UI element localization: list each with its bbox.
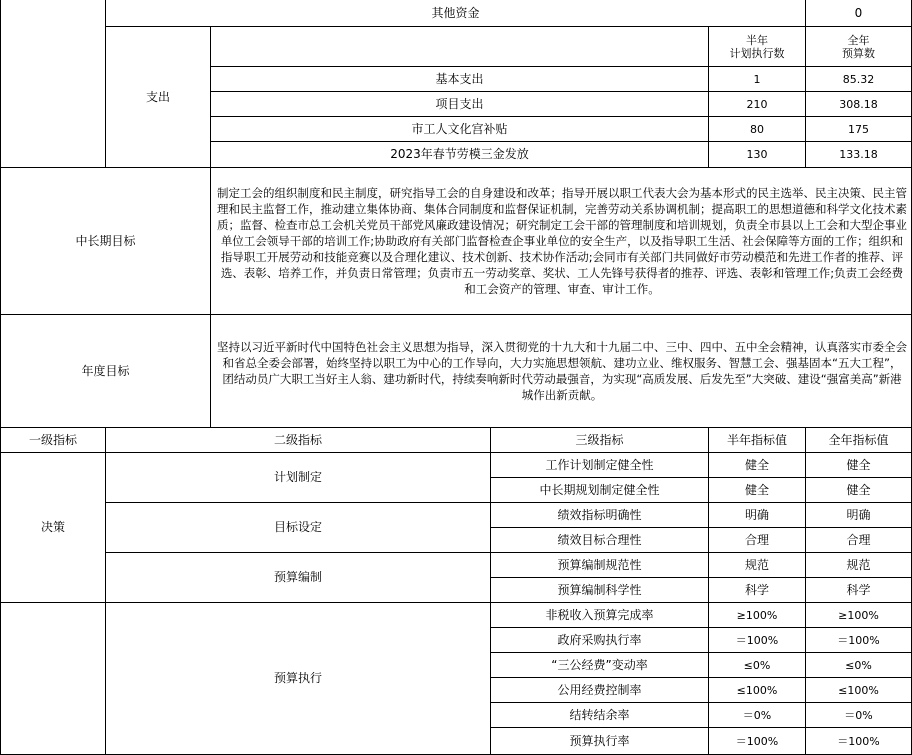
annual-goal-label: 年度目标: [0, 315, 211, 428]
expenditure-row-full: 175: [806, 117, 912, 142]
expenditure-row-full: 308.18: [806, 92, 912, 117]
level3-indicator: 预算编制规范性: [491, 553, 709, 578]
long-term-goal-text: [211, 168, 912, 315]
full-year-value: ≤100%: [806, 678, 912, 703]
level2-indicator: 预算执行: [106, 603, 491, 755]
half-year-value: 规范: [709, 553, 806, 578]
full-year-value: 明确: [806, 503, 912, 528]
full-year-value: ≤0%: [806, 653, 912, 678]
expenditure-row-half: 210: [709, 92, 806, 117]
annual-goal-text: [211, 315, 912, 428]
level2-indicator: 计划制定: [106, 453, 491, 503]
full-year-value: 健全: [806, 453, 912, 478]
level3-indicator: 非税收入预算完成率: [491, 603, 709, 628]
decision-label: 决策: [0, 453, 106, 603]
level3-indicator: 绩效目标合理性: [491, 528, 709, 553]
half-year-value-header: 半年指标值: [709, 428, 806, 453]
full-year-value-header: 全年指标值: [806, 428, 912, 453]
level3-indicator: 工作计划制定健全性: [491, 453, 709, 478]
other-funds-label: 其他资金: [106, 0, 806, 27]
long-term-goal-paragraph: 制定工会的组织制度和民主制度，研究指导工会的自身建设和改革；指导开展以职工代表大会为基本形式的民主选举、民主决策、民主管理和民主监督工作，推动建立集体协商、集体合同制度和监督保证机制，完善劳动关系协调机制；提高职工的思想道德和科学文化技术素质；监督、检查市总工会机关党员干部党风廉政建设情况；研究制定工会干部的管理制度和培训规划，负责全市县以上工会和大型企事业单位工会领导干部的培训工作;协助政府有关部门监督检查企事业单位的安全生产，以及指导职工生活、社会保障等方面的工作；组织和指导职工开展劳动和技能竞赛以及合理化建议、技术创新、技术协作活动;会同市有关部门共同做好市劳动模范和先进工作者的推荐、评选、表彰、培养工作，并负责日常管理；负责市五一劳动奖章、奖状、工人先锋号获得者的推荐、评选、表彰和管理工作;负责工会经费和工会资产的管理、审查、审计工作。: [217, 186, 907, 296]
level3-indicator: 预算执行率: [491, 728, 709, 755]
half-year-value: 合理: [709, 528, 806, 553]
half-year-value: 健全: [709, 478, 806, 503]
expenditure-row-half: 130: [709, 142, 806, 168]
expenditure-row-name: 项目支出: [211, 92, 709, 117]
full-year-value: 科学: [806, 578, 912, 603]
half-year-value: 明确: [709, 503, 806, 528]
level2-header: 二级指标: [106, 428, 491, 453]
full-year-value: 合理: [806, 528, 912, 553]
half-year-value: ≤0%: [709, 653, 806, 678]
full-year-budget-header: 全年 预算数: [806, 27, 912, 67]
full-year-value: ≥100%: [806, 603, 912, 628]
half-year-value: ＝100%: [709, 728, 806, 755]
level3-indicator: 预算编制科学性: [491, 578, 709, 603]
full-year-value: 规范: [806, 553, 912, 578]
half-year-value: ＝0%: [709, 703, 806, 728]
expenditure-row-name: 市工人文化宫补贴: [211, 117, 709, 142]
expenditure-label: 支出: [106, 27, 211, 168]
level1-header: 一级指标: [0, 428, 106, 453]
expenditure-row-full: 133.18: [806, 142, 912, 168]
level1-blank-cell: [0, 603, 106, 755]
level2-indicator: 目标设定: [106, 503, 491, 553]
other-funds-value: 0: [806, 0, 912, 27]
level2-indicator: 预算编制: [106, 553, 491, 603]
level3-indicator: 政府采购执行率: [491, 628, 709, 653]
half-year-value: 健全: [709, 453, 806, 478]
level3-indicator: 公用经费控制率: [491, 678, 709, 703]
level3-indicator: 中长期规划制定健全性: [491, 478, 709, 503]
expenditure-row-half: 1: [709, 67, 806, 92]
blank-left-cell: [0, 0, 106, 168]
half-year-value: ≤100%: [709, 678, 806, 703]
level3-indicator: 绩效指标明确性: [491, 503, 709, 528]
full-year-value: ＝0%: [806, 703, 912, 728]
expenditure-row-full: 85.32: [806, 67, 912, 92]
long-term-goal-label: 中长期目标: [0, 168, 211, 315]
expenditure-row-half: 80: [709, 117, 806, 142]
half-year-plan-header: 半年 计划执行数: [709, 27, 806, 67]
full-year-value: ＝100%: [806, 728, 912, 755]
full-year-value: 健全: [806, 478, 912, 503]
expenditure-header-blank: [211, 27, 709, 67]
level3-indicator: 结转结余率: [491, 703, 709, 728]
half-year-value: ≥100%: [709, 603, 806, 628]
annual-goal-paragraph: 坚持以习近平新时代中国特色社会主义思想为指导，深入贯彻党的十九大和十九届二中、三中、四中、五中全会精神，认真落实市委全会和省总全委会部署，始终坚持以职工为中心的工作导向，大力实施思想领航、建功立业、维权服务、智慧工会、强基固本“五大工程”，团结动员广大职工当好主人翁、建功新时代，持续奏响新时代劳动最强音，为实现“高质发展、后发先至”大突破、建设“强富美高”新港城作出新贡献。: [217, 340, 907, 402]
half-year-value: 科学: [709, 578, 806, 603]
expenditure-row-name: 2023年春节劳模三金发放: [211, 142, 709, 168]
expenditure-row-name: 基本支出: [211, 67, 709, 92]
full-year-value: ＝100%: [806, 628, 912, 653]
level3-header: 三级指标: [491, 428, 709, 453]
half-year-value: ＝100%: [709, 628, 806, 653]
level3-indicator: “三公经费”变动率: [491, 653, 709, 678]
